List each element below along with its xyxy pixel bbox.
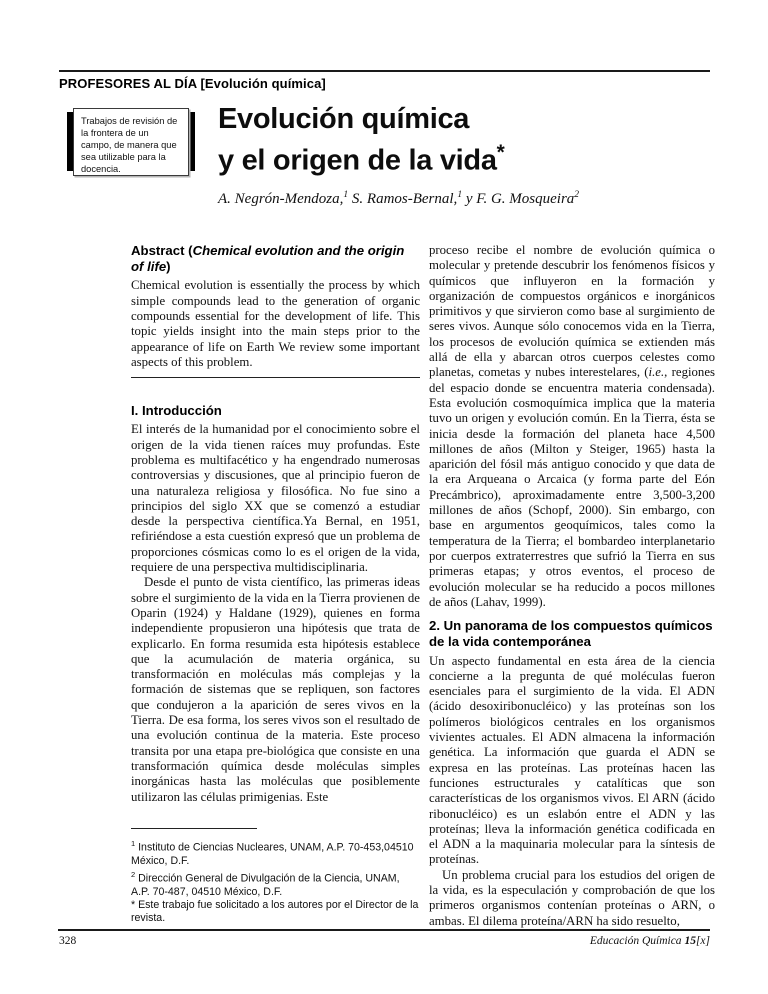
footnote-2-marker: 2 <box>131 869 136 879</box>
footnotes-block <box>131 828 420 925</box>
author-2: S. Ramos-Bernal, <box>348 191 458 207</box>
note-right-bar <box>188 112 195 171</box>
article-title-line2: y el origen de la vida* <box>218 141 505 177</box>
footnote-1-marker: 1 <box>131 839 136 848</box>
left-column <box>131 243 420 805</box>
intro-heading: I. Introducción <box>131 403 222 419</box>
footnote-divider <box>131 828 257 829</box>
top-rule <box>59 70 710 72</box>
abstract-body: Chemical evolution is essentially the process by which simple compounds lead to the generation of organic compounds essential for the development of life. This topic yields insight into the main steps prior to the appearance of life on Earth We review some important aspects of this problem. <box>131 278 420 369</box>
author-3: y F. G. Mosqueira <box>462 191 575 207</box>
section-2-paragraph-1: Un aspecto fundamental en esta área de la ciencia concierne a la pregunta de qué moléculas fueron esenciales para el surgimiento de la vida. El ADN (ácido desoxiribonucléico) y las proteínas son los polímeros biológicos centrales en los organismos vivientes actuales. El ADN almacena la información genética. La información que guarda el ADN se expresa en las proteínas. Las proteínas hacen las funciones estructurales y catalíticas que son características de los organismos vivos. El ARN (ácido ribonucléico) es un eslabón entre el ADN y las proteínas; lleva la información genética codificada en el ADN a la maquinaria molecular para la síntesis de proteínas. <box>429 653 715 867</box>
section-kicker: PROFESORES AL DÍA [Evolución química] <box>59 76 326 91</box>
author-3-affiliation-mark: 2 <box>574 190 580 200</box>
footnote-asterisk-marker: * <box>131 898 136 911</box>
right-column <box>429 243 715 929</box>
section-2-heading: 2. Un panorama de los compuestos químicos de la vida contemporánea <box>429 618 713 650</box>
section-2-paragraph-2: Un problema crucial para los estudios del origen de la vida, es la especulación y comprobación de que los primeros organismos contenían proteínas o ARN, o ambas. El dilema proteína/ARN ha sido resuelto, <box>429 867 715 928</box>
footnote-asterisk: * Este trabajo fue solicitado a los autores por el Director de la revista. <box>131 898 419 925</box>
review-note-box <box>67 108 195 176</box>
continuation-paragraph: proceso recibe el nombre de evolución química o molecular y pretende descubrir los fenómenos físicos y químicos que influyeron en la formación y organización de compuestos orgánicos e inorgánicos primitivos y que sirvieron como base al surgimiento de seres vivos. Aunque sólo conocemos vida en la Tierra, los procesos de evolución química se extienden más allá de ella y abarcan otros cuerpos celestes como planetas, cometas y nubes interestelares, (i.e., regiones del espacio donde se encuentra materia condensada). Esta evolución cosmoquímica implica que la materia tuvo un origen y evolución común. En la Tierra, ésta se inicia desde la formación del planeta hace 4,500 millones de años (Milton y Steiger, 1965) hasta la aparición del fósil más antiguo conocido y que data de la era Arqueana o Arcaica (y forma parte del Eón Precámbrico), aproximadamente entre 3,500-3,200 millones de años (Schopf, 2000). Sin embargo, con base en argumentos geoquímicos, tales como la temperatura de la Tierra; el bombardeo interplanetario por cuerpos extraterrestres que sufrió la Tierra en sus primeras etapas; y otros eventos, el proceso de evolución molecular se ha reducido a pocos millones de años (Lahav, 1999). <box>429 243 715 609</box>
intro-paragraph-2: Desde el punto de vista científico, las primeras ideas sobre el surgimiento de la vida en la Tierra provienen de Oparin (1924) y Haldane (1929), quienes en forma independiente propusieron una hipótesis que trata de explicarlo. En forma resumida esta hipótesis establece que la acumulación de materia orgánica, su transformación en moléculas más complejas y la formación de sistemas que se repliquen, son factores que condujeron a la aparición de seres vivos en la Tierra. De esa forma, los seres vivos son el resultado de una evolución continua de la materia. Este proceso transita por una etapa pre-biológica que consiste en una transformación química desde moléculas simples inorgánicas hasta las moléculas que posiblemente utilizaron las células primigenias. Este <box>131 575 420 804</box>
abstract-heading: Abstract (Chemical evolution and the origin of life) <box>131 243 405 275</box>
abstract-heading-english-title: Chemical evolution and the origin of life <box>131 243 405 275</box>
article-title-line1: Evolución química <box>218 103 470 135</box>
page-number: 328 <box>59 935 77 947</box>
journal-name: Educación Química <box>589 935 685 947</box>
ie-abbreviation: i.e. <box>648 365 665 380</box>
abstract-divider <box>131 377 420 378</box>
review-note-text: Trabajos de revisión de la frontera de un campo, de manera que sea utilizable para la docencia. <box>73 108 189 176</box>
journal-volume: 15 <box>684 935 696 947</box>
authors-line <box>218 190 579 208</box>
footnote-1: $^1$ Instituto de Ciencias Nucleares, UNAM, A.P. 70-453,04510 México, D.F. <box>131 839 414 867</box>
journal-issue: [x] <box>695 935 710 947</box>
journal-footer <box>590 935 710 947</box>
footer-rule <box>58 929 710 931</box>
author-2-affiliation-mark: 1 <box>457 190 463 200</box>
article-title <box>218 103 505 178</box>
title-asterisk: * <box>496 141 505 164</box>
author-1-affiliation-mark: 1 <box>343 190 349 200</box>
intro-paragraph-1: El interés de la humanidad por el conocimiento sobre el origen de la vida tienen raíces muy profundas. Este problema es multifacético y ha engendrado numerosas controversias y discusiones, que al principio fueron de una naturaleza religiosa y filosófica. No fue sino a principios del siglo XX que se comenzó a estudiar desde la perspectiva científica.Ya Bernal, en 1951, refiriéndose a esta cuestión expresó que un problema de proporciones cósmicas como lo es el origen de la vida, requiere de una perspectiva multidisciplinaria. <box>131 422 420 575</box>
author-1: A. Negrón-Mendoza, <box>218 191 344 207</box>
footnote-2: $^2$ Dirección General de Divulgación de la Ciencia, UNAM, A.P. 70-487, 04510 México, D.F. <box>131 869 400 898</box>
